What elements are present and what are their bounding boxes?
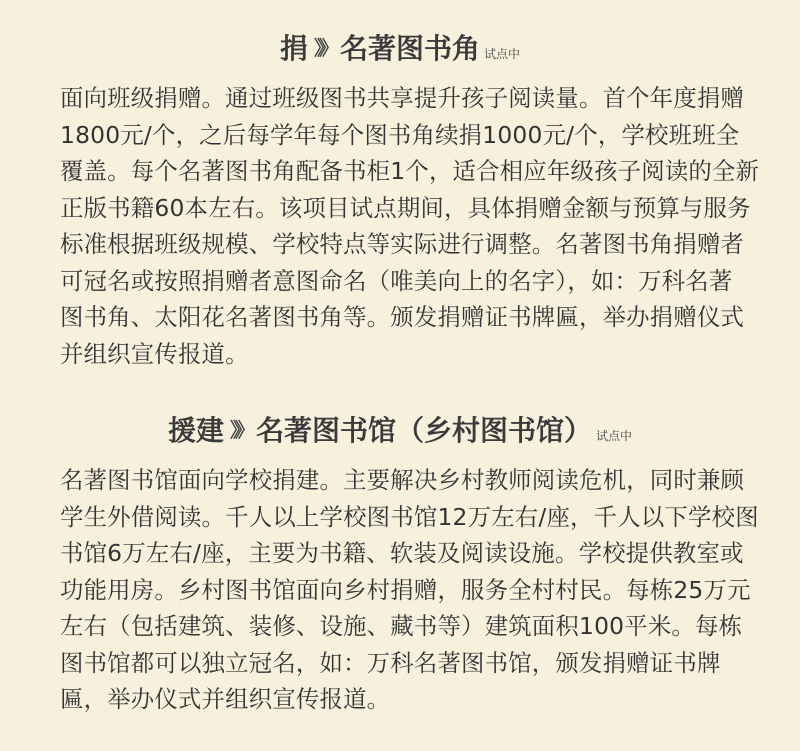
section2-title: 名著图书馆（乡村图书馆） xyxy=(255,414,592,447)
section1-body xyxy=(60,80,760,372)
section1-line: 1800元/个，之后每学年每个图书角续捐1000元/个，学校班班全 xyxy=(60,120,740,149)
section1-status-badge: 试点中 xyxy=(484,47,521,61)
double-chevron-right-icon: 》》 xyxy=(313,36,334,60)
section2-title-prefix: 援建 xyxy=(167,414,224,447)
section2-body xyxy=(60,462,759,718)
section2-line: 功能用房。乡村图书馆面向乡村捐赠，服务全村村民。每栋25万元 xyxy=(60,575,751,604)
section1-line: 面向班级捐赠。通过班级图书共享提升孩子阅读量。首个年度捐赠 xyxy=(60,84,745,112)
section1-line: 并组织宣传报道。 xyxy=(60,339,249,368)
section2-line: 书馆6万左右/座，主要为书籍、软装及阅读设施。学校提供教室或 xyxy=(60,539,744,567)
section2-line: 图书馆都可以独立冠名，如：万科名著图书馆，颁发捐赠证书牌 xyxy=(60,648,721,677)
section2-status-badge: 试点中 xyxy=(596,429,633,443)
section1-heading xyxy=(0,30,800,72)
section1-line: 可冠名或按照捐赠者意图命名（唯美向上的名字），如：万科名著 xyxy=(60,266,733,295)
section2-line: 名著图书馆面向学校捐建。主要解决乡村教师阅读危机，同时兼顾 xyxy=(60,466,745,494)
section2-heading xyxy=(0,412,800,454)
section1-line: 覆盖。每个名著图书角配备书柜1个，适合相应年级孩子阅读的全新 xyxy=(60,157,760,185)
section1-line: 标准根据班级规模、学校特点等实际进行调整。名著图书角捐赠者 xyxy=(60,230,745,258)
section1-title-prefix: 捐 xyxy=(279,32,308,65)
section2-line: 学生外借阅读。千人以上学校图书馆12万左右/座，千人以下学校图 xyxy=(60,502,759,531)
section1-line: 图书角、太阳花名著图书角等。颁发捐赠证书牌匾，举办捐赠仪式 xyxy=(60,303,745,331)
section1-title: 名著图书角 xyxy=(339,32,480,65)
double-chevron-right-icon: 》》 xyxy=(229,418,250,442)
section1-line: 正版书籍60本左右。该项目试点期间，具体捐赠金额与预算与服务 xyxy=(60,193,751,222)
section2-line: 匾，举办仪式并组织宣传报道。 xyxy=(60,685,391,713)
section2-line: 左右（包括建筑、装修、设施、藏书等）建筑面积100平米。每栋 xyxy=(60,612,743,640)
